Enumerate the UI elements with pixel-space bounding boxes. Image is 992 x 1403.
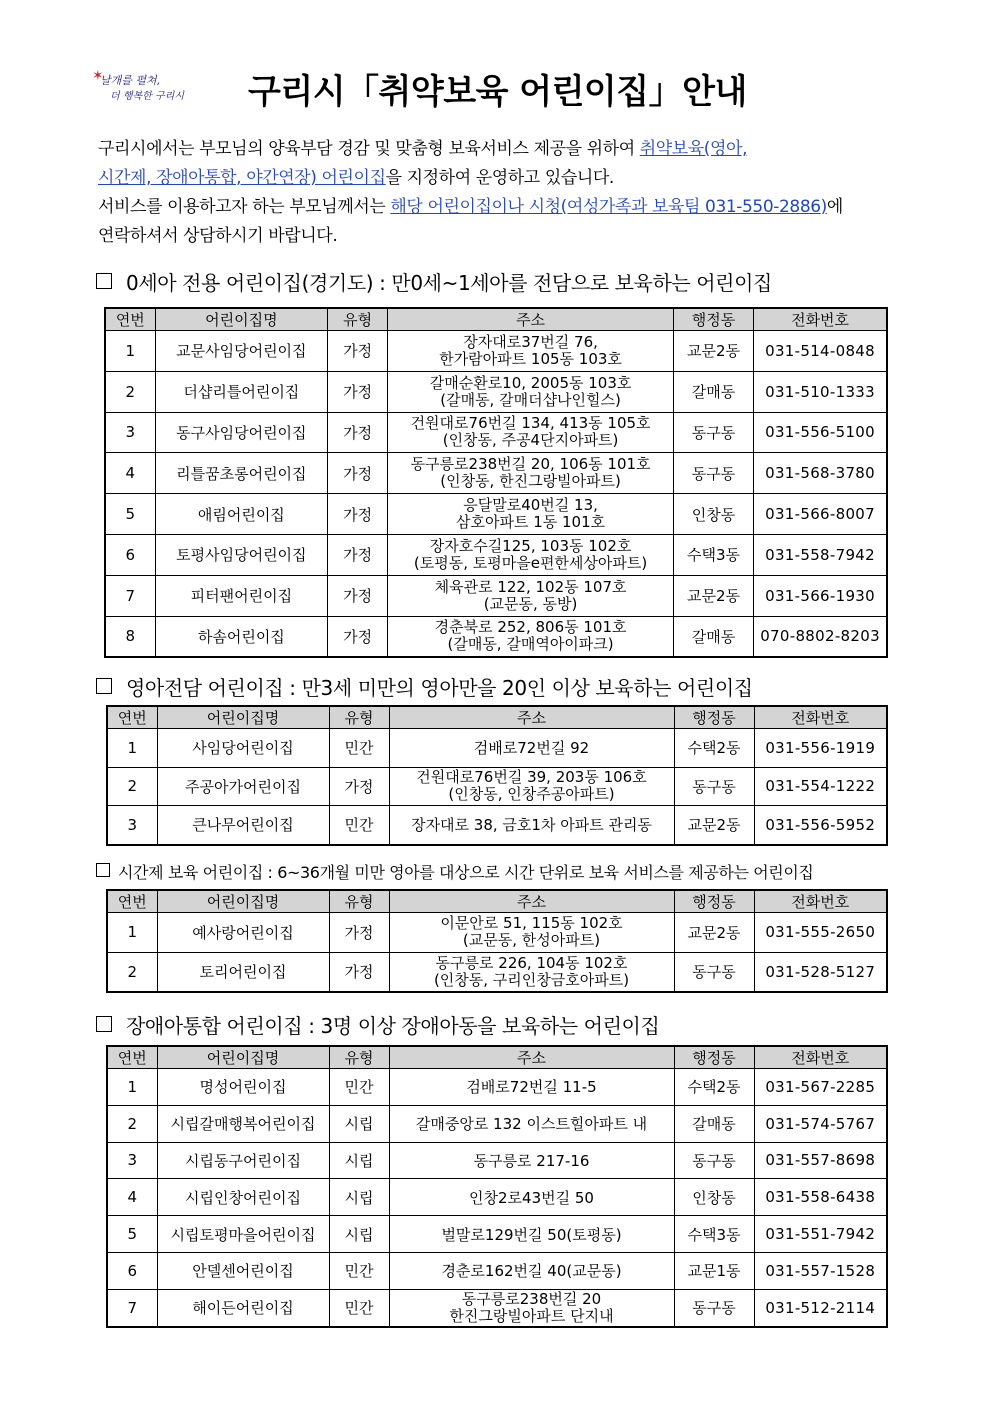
center-type-cell: 민간 bbox=[329, 1289, 389, 1326]
header-center-name: 어린이집명 bbox=[157, 1046, 329, 1069]
header-center-name: 어린이집명 bbox=[157, 890, 329, 913]
district-cell: 동구동 bbox=[674, 767, 754, 806]
address-cell: 경춘로162번길 40(교문동) bbox=[389, 1252, 674, 1289]
phone-number-cell: 031-554-1222 bbox=[754, 767, 887, 806]
address-line-1: 건원대로76번길 39, 203동 106호 bbox=[416, 768, 647, 787]
address-cell bbox=[388, 534, 674, 575]
table-row bbox=[107, 806, 887, 845]
row-number-cell: 4 bbox=[105, 453, 155, 494]
table-hourly bbox=[106, 889, 888, 993]
district-cell: 수택3동 bbox=[674, 1216, 754, 1253]
address-line-2: (인창동, 인창주공아파트) bbox=[448, 785, 615, 804]
center-name-cell: 하솜어린이집 bbox=[155, 616, 327, 657]
header-phone-number: 전화번호 bbox=[754, 1046, 887, 1069]
center-type-cell: 가정 bbox=[328, 494, 388, 535]
address-line-1: 갈매순환로10, 2005동 103호 bbox=[429, 373, 632, 392]
phone-number-cell: 031-551-7942 bbox=[754, 1216, 887, 1253]
center-name-cell: 시립갈매행복어린이집 bbox=[157, 1105, 329, 1142]
intro-text bbox=[98, 135, 898, 251]
phone-number-cell: 031-558-6438 bbox=[754, 1179, 887, 1216]
address-line-2: (갈매동, 갈매더샵나인힐스) bbox=[440, 390, 621, 409]
address-line-1: 이문안로 51, 115동 102호 bbox=[440, 914, 623, 933]
center-name-cell: 예사랑어린이집 bbox=[157, 913, 329, 953]
center-type-cell: 민간 bbox=[329, 1069, 389, 1106]
address-line-2: (교문동, 동방) bbox=[483, 594, 578, 613]
header-row-number: 연번 bbox=[107, 890, 157, 913]
address-line-2: (교문동, 한성아파트) bbox=[462, 931, 601, 950]
address-line-2: 한가람아파트 105동 103호 bbox=[439, 349, 622, 368]
address-cell: 갈매중앙로 132 이스트힐아파트 내 bbox=[389, 1105, 674, 1142]
center-type-cell: 가정 bbox=[328, 534, 388, 575]
address-line-2: (갈매동, 갈매역아이파크) bbox=[447, 635, 614, 654]
center-type-cell: 가정 bbox=[329, 913, 389, 953]
center-type-cell: 가정 bbox=[328, 616, 388, 657]
table-row bbox=[105, 331, 887, 372]
district-cell: 동구동 bbox=[674, 1289, 754, 1326]
checkbox-icon bbox=[96, 678, 112, 694]
phone-number-cell: 031-556-1919 bbox=[754, 729, 887, 768]
intro-text-span: 구리시에서는 부모님의 양육부담 경감 및 맞춤형 보육서비스 제공을 위하여 bbox=[98, 139, 640, 159]
address-cell: 장자대로 38, 금호1차 아파트 관리동 bbox=[389, 806, 674, 845]
childcare-types-link[interactable]: 취약보육(영아, bbox=[639, 139, 748, 159]
phone-number-cell: 031-510-1333 bbox=[754, 371, 887, 412]
section-heading-infant-dedicated bbox=[96, 672, 753, 701]
address-cell bbox=[388, 575, 674, 616]
intro-paragraph-2 bbox=[98, 193, 898, 251]
center-name-cell: 시립동구어린이집 bbox=[157, 1142, 329, 1179]
phone-number-cell: 031-528-5127 bbox=[754, 952, 887, 992]
address-line-1: 동구릉로 226, 104동 102호 bbox=[435, 953, 628, 972]
phone-number-cell: 031-574-5767 bbox=[754, 1105, 887, 1142]
phone-number-cell: 031-566-1930 bbox=[754, 575, 887, 616]
address-line-1: 장자대로37번길 76, bbox=[463, 332, 598, 351]
center-name-cell: 동구사임당어린이집 bbox=[155, 412, 327, 453]
table-row bbox=[107, 1105, 887, 1142]
district-cell: 갈매동 bbox=[673, 616, 753, 657]
center-type-cell: 시립 bbox=[329, 1216, 389, 1253]
phone-number-cell: 031-558-7942 bbox=[754, 534, 887, 575]
header-address: 주소 bbox=[389, 890, 674, 913]
table-row bbox=[105, 412, 887, 453]
district-cell: 교문2동 bbox=[673, 575, 753, 616]
address-cell: 인창2로43번길 50 bbox=[389, 1179, 674, 1216]
district-cell: 인창동 bbox=[673, 494, 753, 535]
row-number-cell: 2 bbox=[105, 371, 155, 412]
center-name-cell: 명성어린이집 bbox=[157, 1069, 329, 1106]
center-name-cell: 사임당어린이집 bbox=[157, 729, 329, 768]
logo-line-1: 날개를 펼쳐, bbox=[100, 74, 161, 87]
header-district: 행정동 bbox=[673, 308, 753, 331]
header-address: 주소 bbox=[389, 1046, 674, 1069]
center-type-cell: 시립 bbox=[329, 1142, 389, 1179]
star-icon: ✶ bbox=[92, 68, 104, 84]
header-district: 행정동 bbox=[674, 706, 754, 729]
address-line-1: 동구릉로238번길 20, 106동 101호 bbox=[410, 455, 651, 474]
table-header-row bbox=[107, 1046, 887, 1069]
phone-number-cell: 031-514-0848 bbox=[754, 331, 887, 372]
section-heading-text: 0세아 전용 어린이집(경기도) : 만0세~1세아를 전담으로 보육하는 어린이집 bbox=[126, 271, 772, 295]
header-row-number: 연번 bbox=[107, 706, 157, 729]
district-cell: 동구동 bbox=[673, 453, 753, 494]
table-row bbox=[107, 1142, 887, 1179]
district-cell: 동구동 bbox=[674, 952, 754, 992]
table-header-row bbox=[107, 890, 887, 913]
address-line-1: 응달말로40번길 13, bbox=[463, 496, 598, 515]
header-address: 주소 bbox=[388, 308, 674, 331]
table-row bbox=[105, 453, 887, 494]
table-row bbox=[107, 1252, 887, 1289]
center-type-cell: 민간 bbox=[329, 1252, 389, 1289]
district-cell: 수택2동 bbox=[674, 729, 754, 768]
address-cell bbox=[389, 767, 674, 806]
intro-text-span: 에 bbox=[826, 197, 843, 217]
checkbox-icon bbox=[96, 1016, 112, 1032]
address-line-1: 경춘북로 252, 806동 101호 bbox=[434, 618, 627, 637]
center-type-cell: 가정 bbox=[328, 331, 388, 372]
header-phone-number: 전화번호 bbox=[754, 706, 887, 729]
phone-number-cell: 031-566-8007 bbox=[754, 494, 887, 535]
address-cell: 벌말로129번길 50(토평동) bbox=[389, 1216, 674, 1253]
table-row bbox=[107, 767, 887, 806]
center-type-cell: 시립 bbox=[329, 1105, 389, 1142]
center-name-cell: 주공아가어린이집 bbox=[157, 767, 329, 806]
district-cell: 갈매동 bbox=[673, 371, 753, 412]
center-name-cell: 안델센어린이집 bbox=[157, 1252, 329, 1289]
table-row bbox=[107, 1289, 887, 1326]
address-cell bbox=[388, 453, 674, 494]
section-heading-hourly bbox=[96, 860, 813, 883]
row-number-cell: 7 bbox=[107, 1289, 157, 1326]
header-center-name: 어린이집명 bbox=[157, 706, 329, 729]
center-type-cell: 가정 bbox=[328, 371, 388, 412]
table-row bbox=[105, 534, 887, 575]
contact-link[interactable]: 해당 어린이집이나 시청(여성가족과 보육팀 031-550-2886) bbox=[390, 197, 827, 217]
address-cell: 검배로72번길 11-5 bbox=[389, 1069, 674, 1106]
intro-paragraph-1 bbox=[98, 135, 898, 193]
row-number-cell: 7 bbox=[105, 575, 155, 616]
city-logo bbox=[92, 66, 192, 106]
row-number-cell: 3 bbox=[107, 1142, 157, 1179]
row-number-cell: 2 bbox=[107, 952, 157, 992]
row-number-cell: 3 bbox=[105, 412, 155, 453]
center-name-cell: 시립인창어린이집 bbox=[157, 1179, 329, 1216]
address-line-1: 건원대로76번길 134, 413동 105호 bbox=[410, 414, 651, 433]
section-heading-disability bbox=[96, 1010, 659, 1039]
header-district: 행정동 bbox=[674, 1046, 754, 1069]
center-type-cell: 가정 bbox=[328, 412, 388, 453]
address-cell bbox=[389, 1289, 674, 1326]
section-heading-text: 장애아통합 어린이집 : 3명 이상 장애아동을 보육하는 어린이집 bbox=[126, 1014, 660, 1038]
center-name-cell: 토평사임당어린이집 bbox=[155, 534, 327, 575]
table-row bbox=[105, 616, 887, 657]
address-line-2: 삼호아파트 1동 101호 bbox=[455, 513, 606, 532]
table-infant-dedicated bbox=[106, 705, 888, 846]
row-number-cell: 6 bbox=[107, 1252, 157, 1289]
table-row bbox=[105, 575, 887, 616]
phone-number-cell: 031-556-5100 bbox=[754, 412, 887, 453]
row-number-cell: 2 bbox=[107, 767, 157, 806]
district-cell: 동구동 bbox=[673, 412, 753, 453]
row-number-cell: 3 bbox=[107, 806, 157, 845]
center-type-cell: 가정 bbox=[329, 767, 389, 806]
phone-number-cell: 031-555-2650 bbox=[754, 913, 887, 953]
header-row-number: 연번 bbox=[107, 1046, 157, 1069]
address-line-2: 한진그랑빌아파트 단지내 bbox=[449, 1306, 614, 1325]
address-cell bbox=[388, 616, 674, 657]
center-name-cell: 교문사임당어린이집 bbox=[155, 331, 327, 372]
table-row bbox=[105, 371, 887, 412]
header-address: 주소 bbox=[389, 706, 674, 729]
intro-text-span: 서비스를 이용하고자 하는 부모님께서는 bbox=[98, 197, 391, 217]
district-cell: 수택3동 bbox=[673, 534, 753, 575]
center-name-cell: 토리어린이집 bbox=[157, 952, 329, 992]
phone-number-cell: 031-512-2114 bbox=[754, 1289, 887, 1326]
header-center-type: 유형 bbox=[329, 890, 389, 913]
phone-number-cell: 070-8802-8203 bbox=[754, 616, 887, 657]
page-title: 구리시「취약보육 어린이집」안내 bbox=[248, 72, 747, 112]
center-name-cell: 해이든어린이집 bbox=[157, 1289, 329, 1326]
header-center-type: 유형 bbox=[329, 1046, 389, 1069]
address-line-2: (인창동, 한진그랑빌아파트) bbox=[440, 472, 621, 491]
address-line-1: 동구릉로238번길 20 bbox=[461, 1289, 602, 1308]
header-phone-number: 전화번호 bbox=[754, 890, 887, 913]
section-heading-text: 영아전담 어린이집 : 만3세 미만의 영아만을 20인 이상 보육하는 어린이집 bbox=[126, 676, 753, 700]
row-number-cell: 5 bbox=[107, 1216, 157, 1253]
phone-number-cell: 031-568-3780 bbox=[754, 453, 887, 494]
table-disability bbox=[106, 1045, 888, 1328]
row-number-cell: 4 bbox=[107, 1179, 157, 1216]
row-number-cell: 1 bbox=[105, 331, 155, 372]
section-heading-text: 시간제 보육 어린이집 : 6~36개월 미만 영아를 대상으로 시간 단위로 보육 서비스를 제공하는 어린이집 bbox=[118, 863, 814, 882]
header-center-type: 유형 bbox=[328, 308, 388, 331]
row-number-cell: 1 bbox=[107, 729, 157, 768]
center-type-cell: 민간 bbox=[329, 729, 389, 768]
table-row bbox=[107, 1069, 887, 1106]
address-line-2: (토평동, 토평마을e편한세상아파트) bbox=[413, 553, 648, 572]
address-line-2: (인창동, 구리인창금호아파트) bbox=[433, 970, 630, 989]
address-cell bbox=[389, 913, 674, 953]
center-type-cell: 가정 bbox=[328, 575, 388, 616]
center-name-cell: 큰나무어린이집 bbox=[157, 806, 329, 845]
address-cell: 검배로72번길 92 bbox=[389, 729, 674, 768]
row-number-cell: 1 bbox=[107, 913, 157, 953]
row-number-cell: 1 bbox=[107, 1069, 157, 1106]
table-header-row bbox=[105, 308, 887, 331]
address-cell bbox=[389, 952, 674, 992]
district-cell: 교문2동 bbox=[674, 913, 754, 953]
center-type-cell: 시립 bbox=[329, 1179, 389, 1216]
phone-number-cell: 031-557-8698 bbox=[754, 1142, 887, 1179]
district-cell: 수택2동 bbox=[674, 1069, 754, 1106]
address-cell bbox=[388, 331, 674, 372]
district-cell: 교문1동 bbox=[674, 1252, 754, 1289]
district-cell: 동구동 bbox=[674, 1142, 754, 1179]
intro-text-span: 을 지정하여 운영하고 있습니다. bbox=[385, 168, 614, 188]
checkbox-icon bbox=[96, 863, 110, 877]
checkbox-icon bbox=[96, 273, 112, 289]
table-row bbox=[105, 494, 887, 535]
district-cell: 교문2동 bbox=[674, 806, 754, 845]
header-center-name: 어린이집명 bbox=[155, 308, 327, 331]
center-name-cell: 애림어린이집 bbox=[155, 494, 327, 535]
center-type-cell: 가정 bbox=[328, 453, 388, 494]
address-line-1: 체육관로 122, 102동 107호 bbox=[434, 577, 627, 596]
center-name-cell: 리틀꿈초롱어린이집 bbox=[155, 453, 327, 494]
header-row-number: 연번 bbox=[105, 308, 155, 331]
header-phone-number: 전화번호 bbox=[754, 308, 887, 331]
address-line-2: (인창동, 주공4단지아파트) bbox=[442, 431, 619, 450]
phone-number-cell: 031-557-1528 bbox=[754, 1252, 887, 1289]
childcare-types-link-cont[interactable]: 시간제, 장애아통합, 야간연장) 어린이집 bbox=[98, 168, 386, 188]
row-number-cell: 6 bbox=[105, 534, 155, 575]
table-row bbox=[107, 729, 887, 768]
table-infant-0 bbox=[104, 307, 888, 658]
header-center-type: 유형 bbox=[329, 706, 389, 729]
intro-text-span: 연락하셔서 상담하시기 바랍니다. bbox=[98, 226, 338, 246]
phone-number-cell: 031-567-2285 bbox=[754, 1069, 887, 1106]
address-cell bbox=[388, 494, 674, 535]
row-number-cell: 2 bbox=[107, 1105, 157, 1142]
table-row bbox=[107, 1179, 887, 1216]
district-cell: 갈매동 bbox=[674, 1105, 754, 1142]
row-number-cell: 5 bbox=[105, 494, 155, 535]
center-name-cell: 시립토평마을어린이집 bbox=[157, 1216, 329, 1253]
address-cell bbox=[388, 371, 674, 412]
center-name-cell: 더샵리틀어린이집 bbox=[155, 371, 327, 412]
section-heading-infant-0 bbox=[96, 267, 772, 296]
address-cell: 동구릉로 217-16 bbox=[389, 1142, 674, 1179]
logo-line-2: 더 행복한 구리시 bbox=[110, 91, 184, 102]
table-row bbox=[107, 1216, 887, 1253]
center-type-cell: 가정 bbox=[329, 952, 389, 992]
address-line-1: 장자호수길125, 103동 102호 bbox=[429, 536, 632, 555]
address-cell bbox=[388, 412, 674, 453]
header-district: 행정동 bbox=[674, 890, 754, 913]
district-cell: 인창동 bbox=[674, 1179, 754, 1216]
table-header-row bbox=[107, 706, 887, 729]
center-name-cell: 피터팬어린이집 bbox=[155, 575, 327, 616]
table-row bbox=[107, 913, 887, 953]
row-number-cell: 8 bbox=[105, 616, 155, 657]
phone-number-cell: 031-556-5952 bbox=[754, 806, 887, 845]
table-row bbox=[107, 952, 887, 992]
district-cell: 교문2동 bbox=[673, 331, 753, 372]
center-type-cell: 민간 bbox=[329, 806, 389, 845]
